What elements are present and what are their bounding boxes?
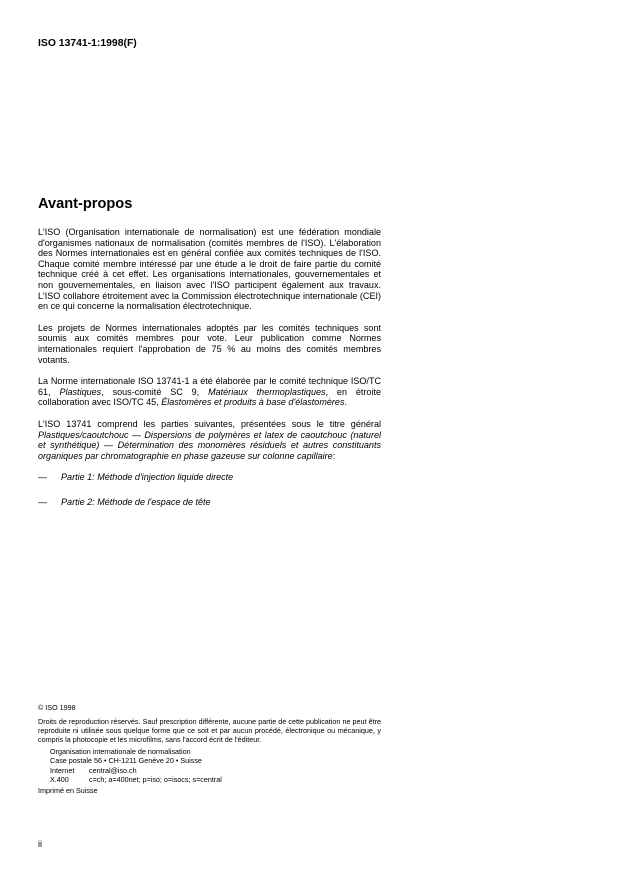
copyright-line: © ISO 1998 [38,703,76,712]
p3-text-c: , sous-comité SC 9, [101,386,209,397]
paragraph-parts-intro [38,419,381,461]
parts-list [38,472,381,507]
paragraph-iso-intro: L'ISO (Organisation internationale de normalisation) est une fédération mondiale d'organismes nationaux de normalisation (comités membres de l'ISO). L'élaboration des Normes internationales est en général confiée aux comités techniques de l'ISO. Chaque comité membre intéressé par une étude a le droit de faire partie du comité technique créé à cet effet. Les organisations internationales, gouvernementales et non gouvernementales, en liaison avec l'ISO participent également aux travaux. L'ISO collabore étroitement avec la Commission électrotechnique internationale (CEI) en ce qui concerne la normalisation électrotechnique. [38,227,381,312]
dash-marker: — [38,496,48,507]
x400-row [50,775,381,784]
p4-text-c: : [332,450,336,461]
paragraph-committee [38,376,381,408]
section-title: Avant-propos [38,196,133,212]
list-item-part-2 [38,497,381,508]
page-number: ii [38,839,42,849]
paragraph-voting: Les projets de Normes internationales adoptés par les comités techniques sont soumis aux comités membres pour vote. Leur publication comme Normes internationales requiert l'approbation de 75 % au moins des comités membres votants. [38,322,381,365]
printed-in: Imprimé en Suisse [38,785,98,795]
dash-marker: — [38,472,48,483]
p4-general-title: Plastiques/caoutchouc — Dispersions de polymères et latex de caoutchouc (naturel et synthétique) — Détermination des monomères résiduels et autres constituants organiques par chromatographie en phase gazeuse sur colonne capillaire [38,429,381,461]
p3-elastomeres: Élastomères et produits à base d'élastomères [161,397,345,408]
postal-address: Case postale 56 • CH-1211 Genève 20 • Suisse [50,756,202,766]
foreword-body [38,227,381,521]
rights-notice: Droits de reproduction réservés. Sauf prescription différente, aucune partie de cette publication ne peut être reproduite ni utilisée sous quelque forme que ce soit et par aucun procédé, électronique ou mécanique, y compris la photocopie et les microfilms, sans l'accord écrit de l'éditeur. [38,717,381,745]
part-2-label: Partie 2: Méthode de l'espace de tête [61,496,211,507]
p3-text-a: La Norme internationale ISO 13741-1 a été élaborée par le comité technique ISO/TC 61, [38,376,381,397]
x400-label: X.400 [50,774,69,784]
copyright-block [38,703,381,795]
document-id-header: ISO 13741-1:1998(F) [38,38,137,49]
x400-value: c=ch; a=400net; p=iso; o=isocs; s=central [89,774,222,784]
part-1-label: Partie 1: Méthode d'injection liquide directe [61,472,234,483]
internet-row [50,766,381,775]
internet-label: Internet [50,765,75,775]
org-name: Organisation internationale de normalisation [50,747,191,757]
internet-value: central@iso.ch [89,765,137,775]
iso-address [38,747,381,783]
p3-thermoplastiques: Matériaux thermoplastiques [208,386,326,397]
list-item-part-1 [38,472,381,483]
p3-plastiques: Plastiques [59,386,102,397]
p3-text-g: . [344,397,347,408]
p3-text-e: , en étroite collaboration avec ISO/TC 45, [38,386,381,408]
p4-text-a: L'ISO 13741 comprend les parties suivantes, présentées sous le titre général [38,418,381,429]
